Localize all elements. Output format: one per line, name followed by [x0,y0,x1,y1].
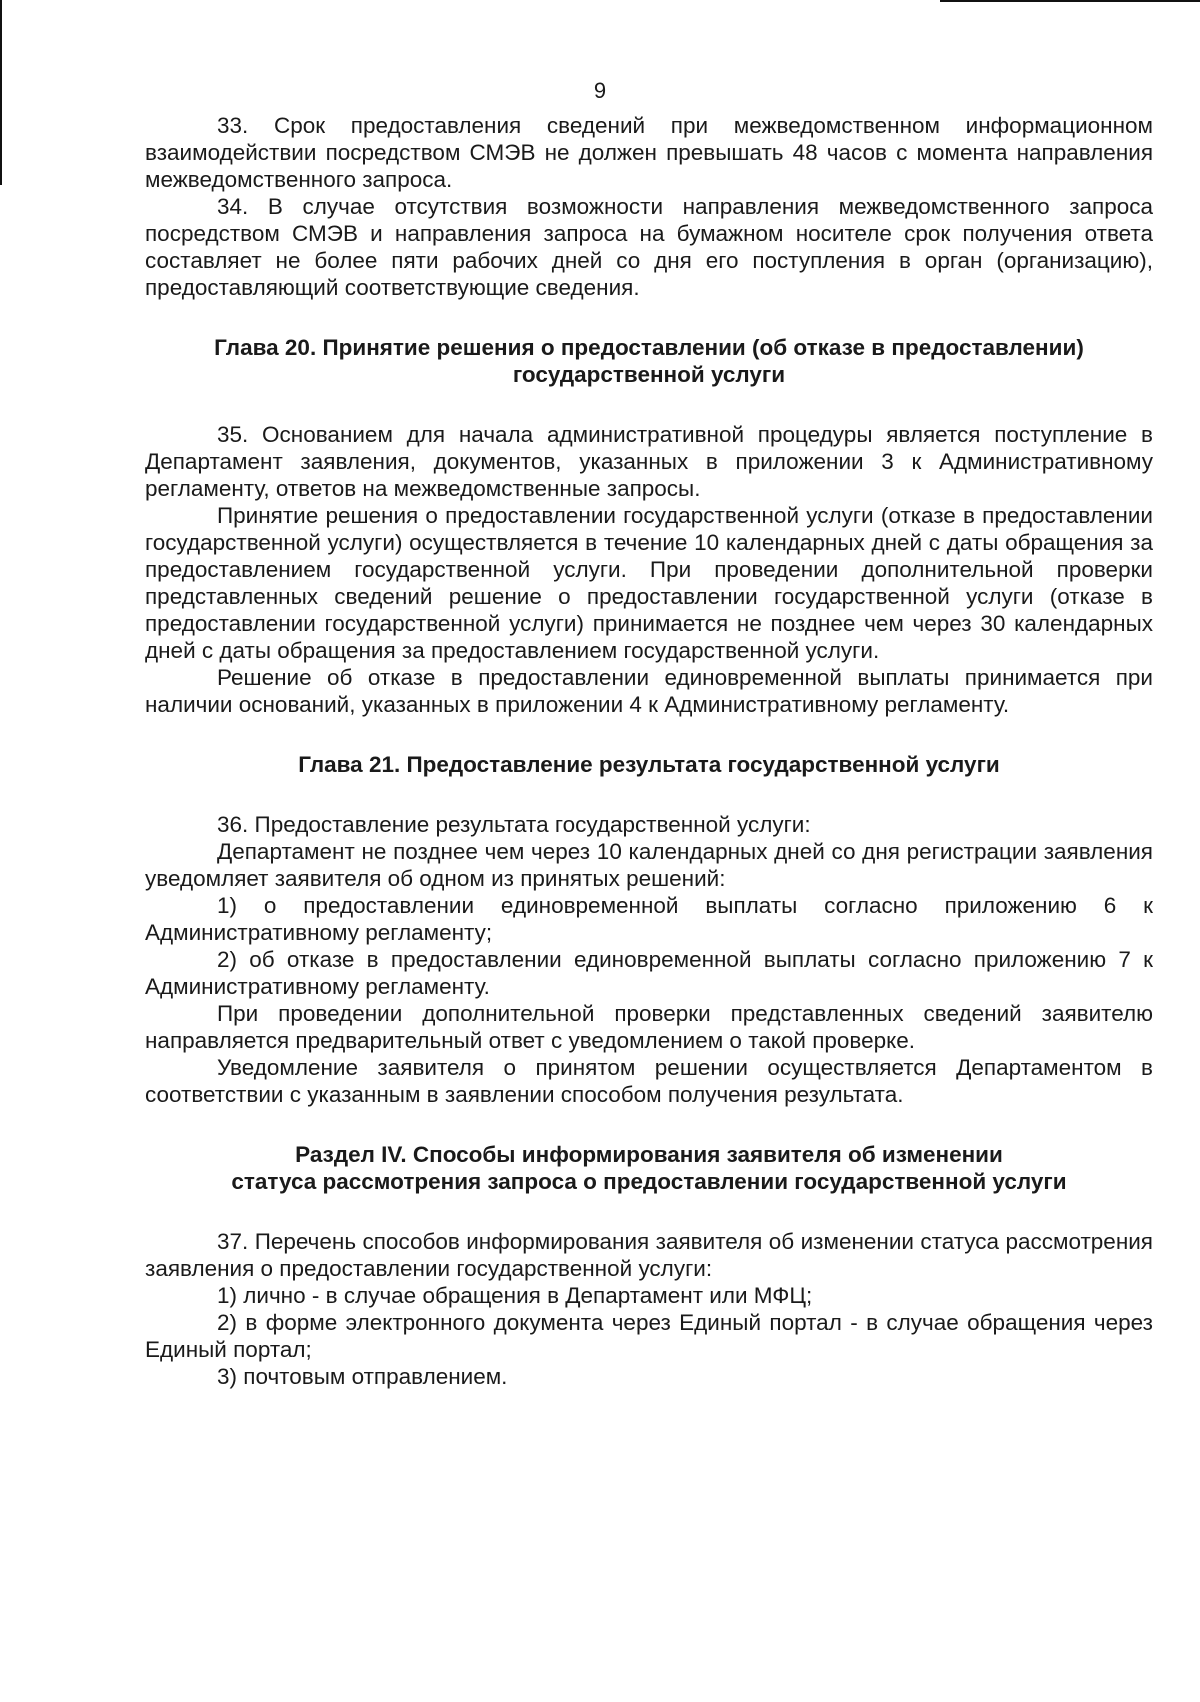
paragraph-37-item-2: 2) в форме электронного документа через Единый портал - в случае обращения через Единый портал; [145,1310,1153,1362]
document-body [145,112,1153,1390]
paragraph-35-refusal: Решение об отказе в предоставлении единовременной выплаты принимается при наличии оснований, указанных в приложении 4 к Административному регламенту. [145,665,1153,717]
section-4-heading-line-2: статуса рассмотрения запроса о предоставлении государственной услуги [231,1169,1067,1194]
chapter-20-heading [145,334,1153,388]
section-4-heading [145,1141,1153,1195]
chapter-20-heading-line-1: Глава 20. Принятие решения о предоставлении (об отказе в предоставлении) [214,335,1084,360]
chapter-21-heading [145,751,1153,778]
paragraph-36: 36. Предоставление результата государственной услуги: [217,812,811,837]
paragraph-36-preliminary-answer: При проведении дополнительной проверки представленных сведений заявителю направляется предварительный ответ с уведомлением о такой проверке. [145,1001,1153,1053]
paragraph-36-notification: Департамент не позднее чем через 10 календарных дней со дня регистрации заявления уведомляет заявителя об одном из принятых решений: [145,839,1153,891]
paragraph-37-item-3: 3) почтовым отправлением. [217,1364,508,1389]
paragraph-36-notice-method: Уведомление заявителя о принятом решении осуществляется Департаментом в соответствии с указанным в заявлении способом получения результата. [145,1055,1153,1107]
scan-edge-top [940,0,1200,2]
section-4-heading-line-1: Раздел IV. Способы информирования заявителя об изменении [295,1142,1003,1167]
page-number: 9 [593,78,607,103]
paragraph-34: 34. В случае отсутствия возможности направления межведомственного запроса посредством СМЭВ и направления запроса на бумажном носителе срок получения ответа составляет не более пяти рабочих дней со дня его поступления в орган (организацию), предоставляющий соответствующие сведения. [145,194,1153,300]
paragraph-37-item-1: 1) лично - в случае обращения в Департамент или МФЦ; [217,1283,813,1308]
chapter-20-heading-line-2: государственной услуги [512,362,786,387]
paragraph-33: 33. Срок предоставления сведений при межведомственном информационном взаимодействии посредством СМЭВ не должен превышать 48 часов с момента направления межведомственного запроса. [145,113,1153,192]
paragraph-35: 35. Основанием для начала административной процедуры является поступление в Департамент заявления, документов, указанных в приложении 3 к Административному регламенту, ответов на межведомственные запросы. [145,422,1153,501]
chapter-21-heading-line: Глава 21. Предоставление результата государственной услуги [298,752,1000,777]
paragraph-37: 37. Перечень способов информирования заявителя об изменении статуса рассмотрения заявления о предоставлении государственной услуги: [145,1229,1153,1281]
paragraph-36-item-2: 2) об отказе в предоставлении единовременной выплаты согласно приложению 7 к Административному регламенту. [145,947,1153,999]
paragraph-35-decision-term: Принятие решения о предоставлении государственной услуги (отказе в предоставлении государственной услуги) осуществляется в течение 10 календарных дней с даты обращения за предоставлением государственной услуги. При проведении дополнительной проверки представленных сведений решение о предоставлении государственной услуги (отказе в предоставлении государственной услуги) принимается не позднее чем через 30 календарных дней с даты обращения за предоставлением государственной услуги. [145,503,1153,663]
paragraph-36-item-1: 1) о предоставлении единовременной выплаты согласно приложению 6 к Административному регламенту; [145,893,1153,945]
